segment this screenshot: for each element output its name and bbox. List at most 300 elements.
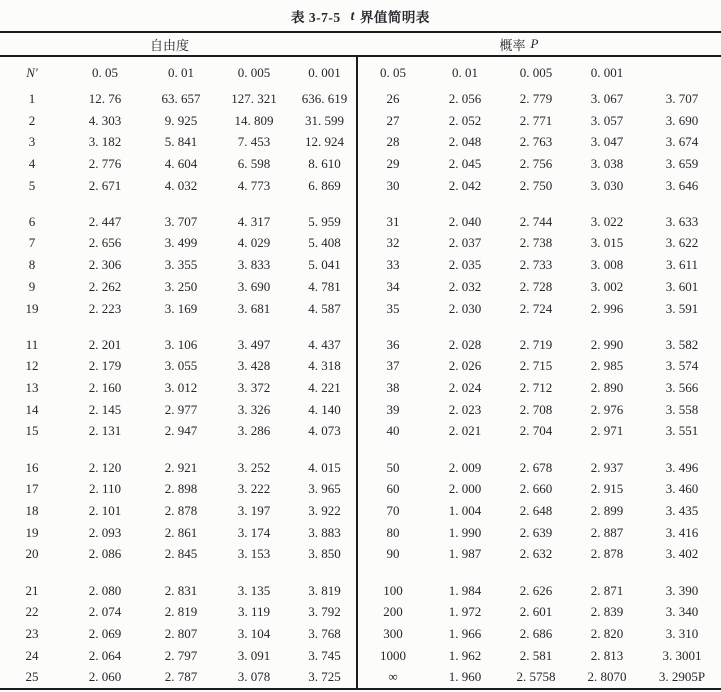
cell-t-value: 2. 074: [88, 604, 122, 620]
cell-t-value: 3. 286: [237, 423, 271, 439]
cell-n-value: 36: [386, 336, 400, 352]
cell-t-value: 3. 002: [590, 278, 624, 294]
cell-t-value: 2. 5758: [516, 669, 556, 685]
cell-t-value: 2. 776: [88, 155, 122, 171]
cell-n-value: 29: [386, 155, 400, 171]
cell-t-value: 2. 878: [164, 503, 198, 519]
cell-t-value: 2. 750: [519, 177, 553, 193]
cell-n-value: 12: [25, 358, 39, 374]
group-header-row: [0, 31, 721, 57]
cell-n-value: 14: [25, 401, 39, 417]
cell-t-value: 2. 639: [519, 524, 553, 540]
cell-t-value: 3. 633: [665, 213, 699, 229]
cell-t-value: 3. 355: [164, 257, 198, 273]
cell-t-value: 2. 648: [519, 503, 553, 519]
cell-n-value: 28: [386, 134, 400, 150]
cell-t-value: 3. 222: [237, 481, 271, 497]
cell-t-value: 63. 657: [161, 90, 201, 106]
table-row: [0, 276, 721, 298]
cell-n-value: 40: [386, 423, 400, 439]
cell-t-value: 2. 971: [590, 423, 624, 439]
cell-t-value: 2. 915: [590, 481, 624, 497]
cell-t-value: 2. 120: [88, 459, 122, 475]
cell-t-value: 6. 598: [237, 155, 271, 171]
cell-t-value: 2. 028: [448, 336, 482, 352]
cell-n-value: 9: [28, 278, 36, 294]
cell-t-value: 3. 551: [665, 423, 699, 439]
cell-n-value: 24: [25, 647, 39, 663]
cell-t-value: 2. 831: [164, 582, 198, 598]
cell-t-value: 3. 135: [237, 582, 271, 598]
cell-n-value: 4: [28, 155, 36, 171]
cell-t-value: 3. 435: [665, 503, 699, 519]
cell-n-value: 33: [386, 257, 400, 273]
cell-t-value: 2. 820: [590, 625, 624, 641]
cell-n-value: 27: [386, 112, 400, 128]
cell-t-value: 3. 496: [665, 459, 699, 475]
cell-t-value: 2. 069: [88, 625, 122, 641]
table-row: [0, 421, 721, 443]
cell-t-value: 2. 787: [164, 669, 198, 685]
cell-t-value: 3. 460: [665, 481, 699, 497]
cell-t-value: 2. 656: [88, 235, 122, 251]
cell-t-value: 2. 708: [519, 401, 553, 417]
cell-t-value: 2. 861: [164, 524, 198, 540]
cell-n-value: 11: [25, 336, 39, 352]
col-header-left-005: 0. 05: [92, 64, 118, 80]
cell-t-value: 2. 601: [519, 604, 553, 620]
table-row: [0, 377, 721, 399]
cell-t-value: 2. 947: [164, 423, 198, 439]
cell-n-value: ∞: [388, 669, 398, 685]
col-header-right-0001: 0. 001: [590, 64, 624, 80]
cell-t-value: 3. 169: [164, 300, 198, 316]
cell-n-value: 25: [25, 669, 39, 685]
table-row: [0, 110, 721, 132]
cell-t-value: 2. 686: [519, 625, 553, 641]
cell-t-value: 3. 104: [237, 625, 271, 641]
cell-t-value: 2. 845: [164, 546, 198, 562]
cell-t-value: 2. 060: [88, 669, 122, 685]
cell-n-value: 16: [25, 459, 39, 475]
cell-t-value: 1. 966: [448, 625, 482, 641]
table-row: [0, 479, 721, 501]
cell-t-value: 2. 937: [590, 459, 624, 475]
cell-t-value: 2. 813: [590, 647, 624, 663]
cell-t-value: 2. 921: [164, 459, 198, 475]
cell-t-value: 2. 086: [88, 546, 122, 562]
cell-t-value: 2. 262: [88, 278, 122, 294]
table-title-text: 界值简明表: [359, 9, 430, 25]
cell-t-value: 3. 646: [665, 177, 699, 193]
cell-t-value: 2. 160: [88, 380, 122, 396]
cell-t-value: 3. 067: [590, 90, 624, 106]
cell-t-value: 5. 959: [308, 213, 341, 229]
cell-t-value: 3. 659: [665, 155, 699, 171]
cell-t-value: 3. 690: [237, 278, 271, 294]
cell-t-value: 2. 032: [448, 278, 482, 294]
center-divider-rule: [356, 57, 358, 690]
group-header-probability: 概率 P: [499, 36, 539, 53]
table-row: [0, 645, 721, 667]
cell-t-value: 3. 3001: [662, 647, 702, 663]
cell-t-value: 3. 119: [237, 604, 271, 620]
cell-t-value: 14. 809: [234, 112, 274, 128]
cell-t-value: 2. 021: [448, 423, 482, 439]
cell-t-value: 4. 437: [308, 336, 341, 352]
cell-n-value: 37: [386, 358, 400, 374]
table-row: [0, 211, 721, 233]
cell-n-value: 80: [386, 524, 400, 540]
cell-t-value: 2. 744: [519, 213, 553, 229]
cell-t-value: 2. 035: [448, 257, 482, 273]
cell-t-value: 2. 899: [590, 503, 624, 519]
cell-t-value: 4. 781: [308, 278, 341, 294]
cell-t-value: 2. 807: [164, 625, 198, 641]
cell-t-value: 127. 321: [231, 90, 277, 106]
cell-n-value: 26: [386, 90, 400, 106]
cell-t-value: 2. 131: [88, 423, 122, 439]
cell-t-value: 2. 093: [88, 524, 122, 540]
cell-n-value: 32: [386, 235, 400, 251]
cell-n-value: 300: [383, 625, 403, 641]
col-header-right-001: 0. 01: [452, 64, 478, 80]
cell-t-value: 1. 960: [448, 669, 482, 685]
cell-t-value: 3. 819: [308, 582, 341, 598]
cell-n-value: 15: [25, 423, 39, 439]
cell-n-value: 60: [386, 481, 400, 497]
cell-t-value: 1. 987: [448, 546, 482, 562]
cell-n-value: 1: [28, 90, 36, 106]
group-header-degrees-of-freedom: 自由度: [149, 37, 189, 53]
cell-n-value: 22: [25, 604, 39, 620]
cell-n-value: 19: [25, 300, 39, 316]
cell-t-value: 2. 626: [519, 582, 553, 598]
table-row: [0, 88, 721, 110]
table-row: [0, 175, 721, 197]
cell-t-value: 3. 340: [665, 604, 699, 620]
col-header-right-005: 0. 05: [380, 64, 406, 80]
cell-t-value: 2. 045: [448, 155, 482, 171]
cell-t-value: 2. 048: [448, 134, 482, 150]
cell-t-value: 1. 004: [448, 503, 482, 519]
cell-t-value: 3. 850: [308, 546, 341, 562]
cell-t-value: 2. 671: [88, 177, 122, 193]
cell-n-value: 3: [28, 134, 36, 150]
cell-t-value: 4. 773: [237, 177, 271, 193]
cell-t-value: 3. 030: [590, 177, 624, 193]
cell-t-value: 2. 064: [88, 647, 122, 663]
cell-t-value: 2. 839: [590, 604, 624, 620]
cell-t-value: 2. 581: [519, 647, 553, 663]
cell-t-value: 4. 587: [308, 300, 341, 316]
cell-t-value: 2. 678: [519, 459, 553, 475]
cell-t-value: 4. 073: [308, 423, 341, 439]
cell-t-value: 4. 140: [308, 401, 341, 417]
table-body: [0, 88, 721, 688]
cell-t-value: 12. 924: [305, 134, 344, 150]
cell-n-value: 200: [383, 604, 403, 620]
cell-t-value: 2. 040: [448, 213, 482, 229]
cell-t-value: 2. 771: [519, 112, 553, 128]
cell-t-value: 3. 674: [665, 134, 699, 150]
cell-t-value: 3. 106: [164, 336, 198, 352]
cell-n-value: 31: [386, 213, 400, 229]
table-row: [0, 153, 721, 175]
cell-t-value: 3. 792: [308, 604, 341, 620]
table-row: [0, 667, 721, 689]
cell-t-value: 2. 871: [590, 582, 624, 598]
cell-t-value: 1. 972: [448, 604, 482, 620]
block-gap: [0, 565, 721, 580]
cell-t-value: 3. 566: [665, 380, 699, 396]
table-row: [0, 500, 721, 522]
col-header-left-001: 0. 01: [168, 64, 194, 80]
table-row: [0, 457, 721, 479]
cell-t-value: 2. 660: [519, 481, 553, 497]
cell-t-value: 2. 056: [448, 90, 482, 106]
cell-n-value: 18: [25, 503, 39, 519]
cell-n-value: 13: [25, 380, 39, 396]
cell-t-value: 3. 707: [665, 90, 699, 106]
cell-t-value: 3. 768: [308, 625, 341, 641]
cell-t-value: 4. 029: [237, 235, 271, 251]
cell-n-value: 34: [386, 278, 400, 294]
cell-t-value: 12. 76: [88, 90, 122, 106]
table-row: [0, 623, 721, 645]
cell-t-value: 1. 962: [448, 647, 482, 663]
cell-n-value: 38: [386, 380, 400, 396]
cell-t-value: 3. 745: [308, 647, 341, 663]
cell-t-value: 5. 041: [308, 257, 341, 273]
cell-t-value: 3. 497: [237, 336, 271, 352]
cell-t-value: 3. 965: [308, 481, 341, 497]
cell-t-value: 2. 080: [88, 582, 122, 598]
table-row: [0, 334, 721, 356]
cell-t-value: 2. 223: [88, 300, 122, 316]
cell-t-value: 2. 145: [88, 401, 122, 417]
cell-n-value: 70: [386, 503, 400, 519]
cell-n-value: 7: [28, 235, 36, 251]
cell-n-value: 19: [25, 524, 39, 540]
cell-t-value: 2. 724: [519, 300, 553, 316]
cell-t-value: 2. 8070: [587, 669, 627, 685]
cell-t-value: 3. 022: [590, 213, 624, 229]
cell-t-value: 3. 428: [237, 358, 271, 374]
block-gap: [0, 319, 721, 334]
column-header-row: [0, 57, 721, 88]
cell-t-value: 3. 182: [88, 134, 122, 150]
table-row: [0, 399, 721, 421]
cell-t-value: 2. 819: [164, 604, 198, 620]
cell-t-value: 3. 681: [237, 300, 271, 316]
cell-t-value: 2. 037: [448, 235, 482, 251]
col-header-right-0005: 0. 005: [519, 64, 553, 80]
cell-t-value: 4. 303: [88, 112, 122, 128]
cell-t-value: 3. 922: [308, 503, 341, 519]
cell-n-value: 21: [25, 582, 39, 598]
cell-n-value: 39: [386, 401, 400, 417]
cell-t-value: 2. 977: [164, 401, 198, 417]
cell-t-value: 3. 558: [665, 401, 699, 417]
cell-t-value: 3. 725: [308, 669, 341, 685]
cell-t-value: 3. 091: [237, 647, 271, 663]
cell-t-value: 6. 869: [308, 177, 341, 193]
cell-t-value: 3. 591: [665, 300, 699, 316]
cell-t-value: 1. 990: [448, 524, 482, 540]
cell-t-value: 3. 153: [237, 546, 271, 562]
cell-t-value: 636. 619: [301, 90, 348, 106]
cell-t-value: 2. 878: [590, 546, 624, 562]
cell-t-value: 2. 201: [88, 336, 122, 352]
cell-t-value: 2. 024: [448, 380, 482, 396]
page-title: [0, 0, 721, 31]
table-row: [0, 298, 721, 320]
cell-t-value: 3. 250: [164, 278, 198, 294]
cell-t-value: 3. 012: [164, 380, 198, 396]
block-gap: [0, 442, 721, 457]
cell-t-value: 3. 197: [237, 503, 271, 519]
cell-t-value: 3. 008: [590, 257, 624, 273]
cell-t-value: 2. 704: [519, 423, 553, 439]
table-row: [0, 254, 721, 276]
cell-n-value: 35: [386, 300, 400, 316]
cell-t-value: 2. 756: [519, 155, 553, 171]
cell-t-value: 3. 601: [665, 278, 699, 294]
table-row: [0, 233, 721, 255]
cell-t-value: 3. 416: [665, 524, 699, 540]
cell-t-value: 8. 610: [308, 155, 341, 171]
cell-t-value: 4. 032: [164, 177, 198, 193]
cell-t-value: 3. 833: [237, 257, 271, 273]
cell-n-value: 20: [25, 546, 39, 562]
cell-t-value: 3. 078: [237, 669, 271, 685]
cell-n-value: 2: [28, 112, 36, 128]
cell-t-value: 4. 604: [164, 155, 198, 171]
cell-t-value: 3. 390: [665, 582, 699, 598]
cell-t-value: 3. 707: [164, 213, 198, 229]
cell-t-value: 3. 574: [665, 358, 699, 374]
cell-t-value: 31. 599: [305, 112, 344, 128]
cell-t-value: 2. 023: [448, 401, 482, 417]
cell-t-value: 3. 174: [237, 524, 271, 540]
cell-t-value: 2. 890: [590, 380, 624, 396]
cell-t-value: 2. 887: [590, 524, 624, 540]
cell-n-value: 17: [25, 481, 39, 497]
cell-n-value: 5: [28, 177, 36, 193]
cell-t-value: 2. 052: [448, 112, 482, 128]
cell-t-value: 4. 015: [308, 459, 341, 475]
cell-t-value: 2. 306: [88, 257, 122, 273]
cell-t-value: 3. 047: [590, 134, 624, 150]
cell-t-value: 2. 779: [519, 90, 553, 106]
cell-t-value: 3. 057: [590, 112, 624, 128]
cell-n-value: 30: [386, 177, 400, 193]
cell-t-value: 2. 738: [519, 235, 553, 251]
cell-t-value: 2. 728: [519, 278, 553, 294]
cell-t-value: 3. 015: [590, 235, 624, 251]
cell-t-value: 2. 447: [88, 213, 122, 229]
cell-t-value: 3. 499: [164, 235, 198, 251]
probability-symbol: P: [530, 36, 539, 51]
cell-t-value: 2. 719: [519, 336, 553, 352]
cell-t-value: 5. 841: [164, 134, 198, 150]
cell-t-value: 2. 009: [448, 459, 482, 475]
cell-t-value: 3. 038: [590, 155, 624, 171]
cell-t-value: 7. 453: [237, 134, 271, 150]
cell-t-value: 3. 883: [308, 524, 341, 540]
cell-n-value: 8: [28, 257, 36, 273]
cell-t-value: 2. 797: [164, 647, 198, 663]
cell-t-value: 3. 055: [164, 358, 198, 374]
cell-t-value: 4. 317: [237, 213, 271, 229]
cell-t-value: 2. 715: [519, 358, 553, 374]
cell-t-value: 3. 690: [665, 112, 699, 128]
table-row: [0, 580, 721, 602]
cell-t-value: 3. 622: [665, 235, 699, 251]
cell-t-value: 2. 026: [448, 358, 482, 374]
cell-t-value: 4. 221: [308, 380, 341, 396]
cell-n-value: 90: [386, 546, 400, 562]
cell-t-value: 2. 976: [590, 401, 624, 417]
cell-t-value: 5. 408: [308, 235, 341, 251]
bottom-rule: [0, 688, 721, 690]
cell-t-value: 3. 582: [665, 336, 699, 352]
cell-t-value: 2. 101: [88, 503, 122, 519]
cell-t-value: 3. 402: [665, 546, 699, 562]
col-header-n: N′: [26, 64, 38, 80]
cell-t-value: 3. 252: [237, 459, 271, 475]
cell-t-value: 2. 996: [590, 300, 624, 316]
cell-t-value: 3. 310: [665, 625, 699, 641]
table-number: 表 3-7-5: [291, 9, 341, 25]
block-gap: [0, 196, 721, 211]
cell-t-value: 2. 763: [519, 134, 553, 150]
table-row: [0, 544, 721, 566]
cell-t-value: 2. 042: [448, 177, 482, 193]
t-statistic-symbol: t: [350, 7, 355, 23]
cell-t-value: 2. 898: [164, 481, 198, 497]
table-row: [0, 131, 721, 153]
cell-t-value: 9. 925: [164, 112, 198, 128]
col-header-left-0005: 0. 005: [237, 64, 271, 80]
cell-t-value: 2. 632: [519, 546, 553, 562]
table-row: [0, 601, 721, 623]
cell-t-value: 2. 000: [448, 481, 482, 497]
cell-n-value: 23: [25, 625, 39, 641]
cell-t-value: 1. 984: [448, 582, 482, 598]
cell-t-value: 3. 326: [237, 401, 271, 417]
cell-t-value: 2. 990: [590, 336, 624, 352]
cell-t-value: 2. 733: [519, 257, 553, 273]
cell-t-value: 2. 985: [590, 358, 624, 374]
cell-n-value: 1000: [380, 647, 406, 663]
cell-n-value: 50: [386, 459, 400, 475]
cell-t-value: 3. 611: [665, 257, 699, 273]
cell-t-value: 3. 2905P: [658, 669, 706, 685]
cell-t-value: 3. 372: [237, 380, 271, 396]
cell-t-value: 4. 318: [308, 358, 341, 374]
cell-n-value: 100: [383, 582, 403, 598]
cell-t-value: 2. 712: [519, 380, 553, 396]
table-row: [0, 356, 721, 378]
col-header-left-0001: 0. 001: [308, 64, 341, 80]
cell-n-value: 6: [28, 213, 36, 229]
cell-t-value: 2. 179: [88, 358, 122, 374]
cell-t-value: 2. 030: [448, 300, 482, 316]
cell-t-value: 2. 110: [88, 481, 122, 497]
table-row: [0, 522, 721, 544]
